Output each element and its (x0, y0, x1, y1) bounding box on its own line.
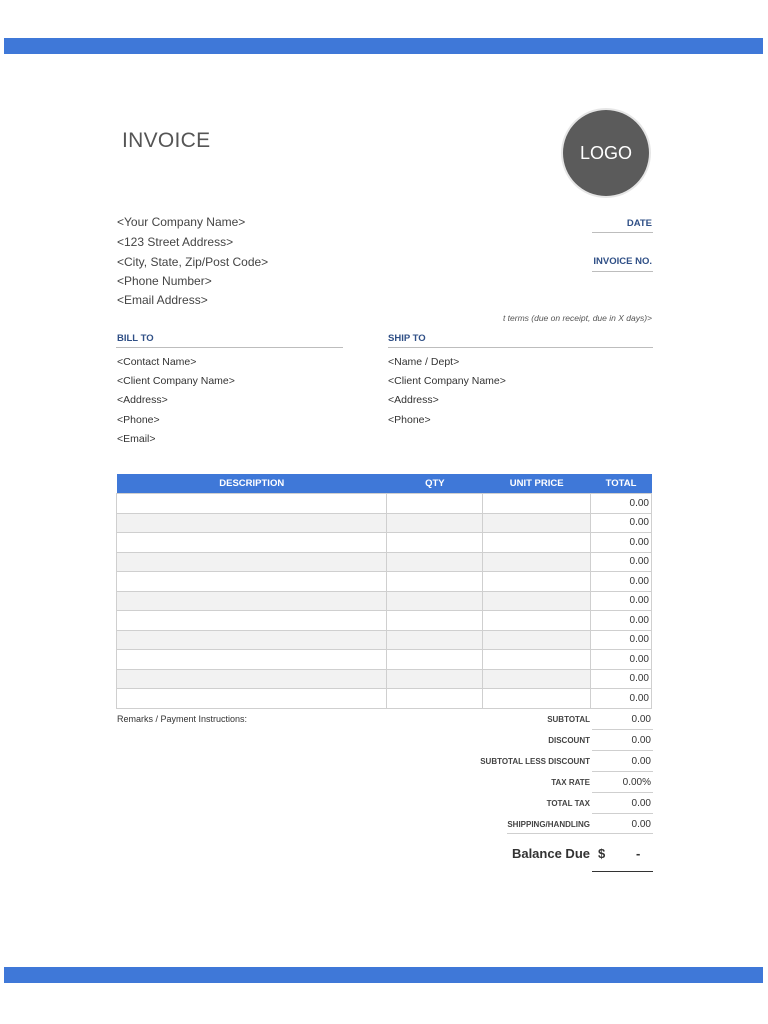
cell-description[interactable] (117, 630, 387, 650)
date-label: DATE (626, 218, 652, 229)
discount-value[interactable]: 0.00 (631, 735, 651, 746)
ship-to-heading: SHIP TO (388, 333, 426, 344)
subtotal-less-discount-label: SUBTOTAL LESS DISCOUNT (480, 757, 590, 766)
shipping-value[interactable]: 0.00 (631, 819, 651, 830)
subtotal-less-discount-value: 0.00 (631, 756, 651, 767)
balance-currency: $ (598, 846, 606, 861)
table-row (117, 591, 652, 611)
bill-to-heading: BILL TO (117, 333, 154, 344)
bottom-accent-bar (4, 967, 763, 983)
top-accent-bar (4, 38, 763, 54)
cell-total: 0.00 (591, 591, 652, 611)
ship-to-divider (388, 347, 653, 348)
column-header-total: TOTAL (591, 474, 652, 494)
cell-unit-price[interactable] (483, 513, 591, 533)
tax-rate-line (592, 792, 653, 793)
cell-unit-price[interactable] (483, 689, 591, 709)
company-email: <Email Address> (117, 293, 208, 307)
cell-unit-price[interactable] (483, 630, 591, 650)
cell-qty[interactable] (387, 611, 483, 631)
bill-to-address: <Address> (117, 394, 168, 406)
bill-to-company: <Client Company Name> (117, 375, 235, 387)
cell-qty[interactable] (387, 533, 483, 553)
remarks-label: Remarks / Payment Instructions: (117, 714, 248, 724)
cell-qty[interactable] (387, 513, 483, 533)
company-city: <City, State, Zip/Post Code> (117, 255, 269, 269)
cell-total: 0.00 (591, 611, 652, 631)
cell-unit-price[interactable] (483, 533, 591, 553)
cell-qty[interactable] (387, 591, 483, 611)
company-phone: <Phone Number> (117, 274, 212, 288)
shipping-label: SHIPPING/HANDLING (507, 820, 590, 829)
total-tax-label: TOTAL TAX (546, 799, 590, 808)
cell-total: 0.00 (591, 572, 652, 592)
table-header-row (117, 474, 652, 494)
bill-to-contact: <Contact Name> (117, 356, 197, 368)
date-field-line[interactable] (592, 232, 653, 233)
cell-total: 0.00 (591, 630, 652, 650)
company-name: <Your Company Name> (117, 215, 246, 229)
cell-qty[interactable] (387, 689, 483, 709)
cell-description[interactable] (117, 552, 387, 572)
cell-description[interactable] (117, 591, 387, 611)
total-tax-line (592, 813, 653, 814)
cell-description[interactable] (117, 689, 387, 709)
cell-qty[interactable] (387, 669, 483, 689)
cell-unit-price[interactable] (483, 669, 591, 689)
cell-description[interactable] (117, 533, 387, 553)
invoice-no-label: INVOICE NO. (593, 256, 652, 267)
cell-unit-price[interactable] (483, 650, 591, 670)
subtotal-label: SUBTOTAL (547, 715, 590, 724)
table-row (117, 572, 652, 592)
cell-total: 0.00 (591, 669, 652, 689)
bill-to-divider (116, 347, 343, 348)
cell-total: 0.00 (591, 533, 652, 553)
cell-description[interactable] (117, 513, 387, 533)
cell-total: 0.00 (591, 494, 652, 514)
table-row (117, 513, 652, 533)
cell-description[interactable] (117, 572, 387, 592)
shipping-label-line (507, 833, 592, 834)
cell-description[interactable] (117, 669, 387, 689)
table-row (117, 611, 652, 631)
tax-rate-value[interactable]: 0.00% (622, 777, 651, 788)
cell-qty[interactable] (387, 572, 483, 592)
payment-terms: t terms (due on receipt, due in X days)> (502, 313, 652, 323)
ship-to-phone: <Phone> (388, 414, 431, 426)
column-header-unit-price: UNIT PRICE (483, 474, 591, 494)
table-row (117, 552, 652, 572)
cell-description[interactable] (117, 650, 387, 670)
subtotal-value: 0.00 (631, 714, 651, 725)
balance-due-label: Balance Due (511, 846, 590, 861)
company-street: <123 Street Address> (117, 235, 234, 249)
ship-to-company: <Client Company Name> (388, 375, 506, 387)
discount-label: DISCOUNT (548, 736, 590, 745)
logo-text: LOGO (579, 142, 632, 163)
cell-qty[interactable] (387, 494, 483, 514)
cell-total: 0.00 (591, 689, 652, 709)
cell-description[interactable] (117, 494, 387, 514)
logo-placeholder (563, 110, 649, 196)
subtotal-less-discount-line (592, 771, 653, 772)
balance-underline (592, 871, 653, 872)
table-row (117, 533, 652, 553)
cell-unit-price[interactable] (483, 494, 591, 514)
invoice-title: INVOICE (122, 129, 211, 152)
cell-unit-price[interactable] (483, 572, 591, 592)
table-row (117, 494, 652, 514)
discount-line (592, 750, 653, 751)
cell-total: 0.00 (591, 650, 652, 670)
cell-description[interactable] (117, 611, 387, 631)
cell-qty[interactable] (387, 650, 483, 670)
column-header-qty: QTY (387, 474, 483, 494)
ship-to-address: <Address> (388, 394, 439, 406)
table-row (117, 630, 652, 650)
subtotal-line (592, 729, 653, 730)
table-row (117, 669, 652, 689)
shipping-line (592, 833, 653, 834)
line-items-table (116, 474, 652, 709)
invoice-no-field-line[interactable] (592, 271, 653, 272)
cell-qty[interactable] (387, 552, 483, 572)
balance-due-value: - (636, 846, 641, 861)
table-row (117, 650, 652, 670)
cell-total: 0.00 (591, 513, 652, 533)
table-row (117, 689, 652, 709)
total-tax-value: 0.00 (631, 798, 651, 809)
cell-unit-price[interactable] (483, 552, 591, 572)
tax-rate-label: TAX RATE (551, 778, 590, 787)
bill-to-phone: <Phone> (117, 414, 160, 426)
cell-qty[interactable] (387, 630, 483, 650)
ship-to-name: <Name / Dept> (388, 356, 460, 368)
cell-unit-price[interactable] (483, 591, 591, 611)
cell-total: 0.00 (591, 552, 652, 572)
column-header-description: DESCRIPTION (117, 474, 387, 494)
cell-unit-price[interactable] (483, 611, 591, 631)
bill-to-email: <Email> (117, 433, 156, 445)
